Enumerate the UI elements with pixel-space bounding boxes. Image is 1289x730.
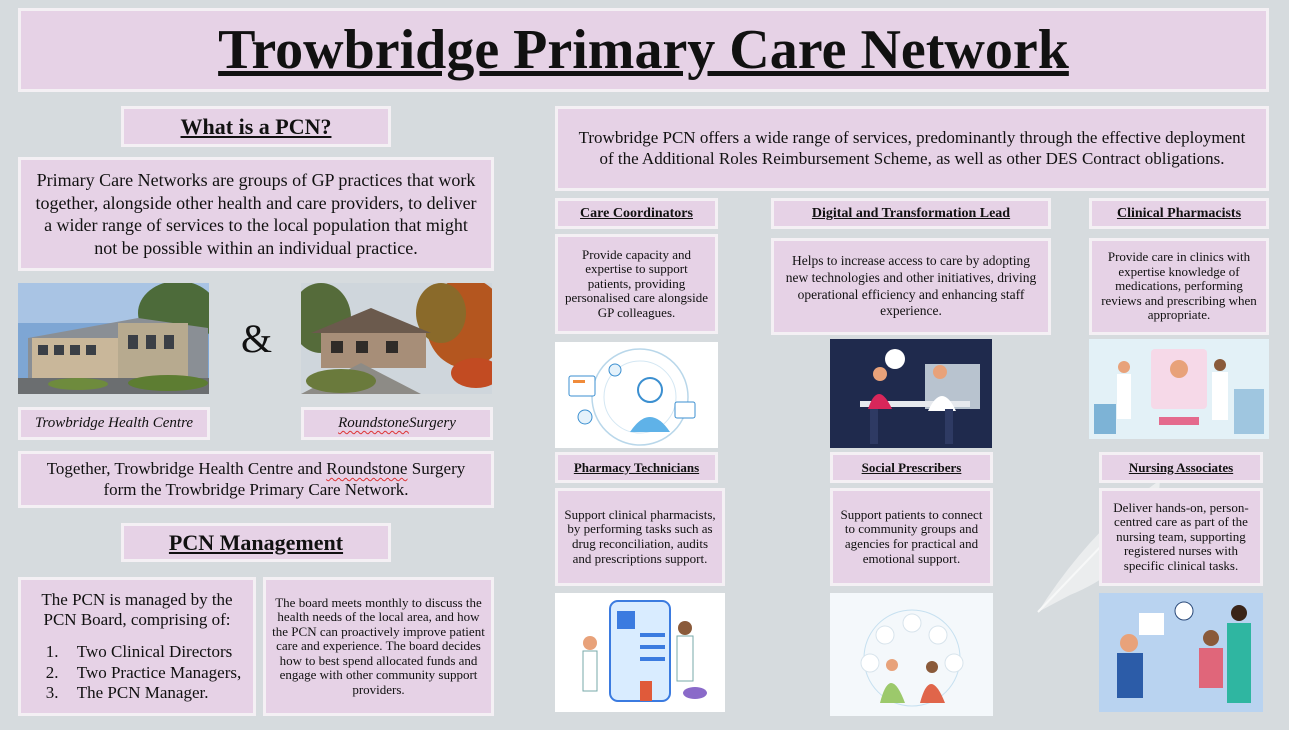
trowbridge-health-centre-caption: Trowbridge Health Centre xyxy=(18,407,210,440)
services-intro: Trowbridge PCN offers a wide range of services, predominantly through the effective deployment of the Additional Roles Reimbursement Scheme, as well as other DES Contract obligations. xyxy=(555,106,1269,191)
together-text-roundstone: Roundstone xyxy=(326,459,408,479)
role-title-nursing-associates: Nursing Associates xyxy=(1099,452,1263,483)
board-member-2: 2. Two Practice Managers, xyxy=(63,663,242,683)
roundstone-surgery-photo xyxy=(301,283,492,394)
digital-lead-illustration xyxy=(830,339,992,448)
management-intro: The PCN is managed by the PCN Board, comprising of: xyxy=(41,589,233,629)
role-title-digital-transformation-lead: Digital and Transformation Lead xyxy=(771,198,1051,229)
surgery-caption-word: Surgery xyxy=(408,415,456,431)
trowbridge-health-centre-photo xyxy=(18,283,209,394)
board-member-1: 1. Two Clinical Directors xyxy=(63,642,242,662)
together-text-part1: Together, Trowbridge Health Centre and xyxy=(46,459,327,479)
nursing-associates-illustration xyxy=(1099,593,1263,712)
management-intro-box xyxy=(18,577,256,716)
role-title-social-prescribers: Social Prescribers xyxy=(830,452,993,483)
role-text-nursing-associates: Deliver hands-on, person-centred care as part of the nursing team, supporting registered nurses with specific clinical tasks. xyxy=(1099,488,1263,586)
care-coordinators-illustration xyxy=(555,342,718,448)
page-title: Trowbridge Primary Care Network xyxy=(18,8,1269,92)
board-description: The board meets monthly to discuss the health needs of the local area, and how the PCN can proactively improve patient care and experience. The board decides how to best spend allocated funds and engage with other community support providers. xyxy=(263,577,494,716)
together-text xyxy=(18,451,494,508)
board-members-list xyxy=(33,642,242,703)
clinical-pharmacists-illustration xyxy=(1089,339,1269,439)
roundstone-surgery-caption xyxy=(301,407,493,440)
role-title-clinical-pharmacists: Clinical Pharmacists xyxy=(1089,198,1269,229)
what-is-pcn-text: Primary Care Networks are groups of GP practices that work together, alongside other health and care providers, to deliver a wider range of services to the local population that might not be possible within an individual practice. xyxy=(18,157,494,271)
roundstone-caption-word: Roundstone xyxy=(338,415,409,431)
role-text-care-coordinators: Provide capacity and expertise to support patients, providing personalised care alongside GP colleagues. xyxy=(555,234,718,334)
what-is-pcn-heading: What is a PCN? xyxy=(121,106,391,147)
role-title-care-coordinators: Care Coordinators xyxy=(555,198,718,229)
role-text-digital-transformation-lead: Helps to increase access to care by adopting new technologies and other initiatives, driving operational efficiency and enhancing staff experience. xyxy=(771,238,1051,335)
social-prescribers-illustration xyxy=(830,593,993,716)
role-text-social-prescribers: Support patients to connect to community groups and agencies for practical and emotional support. xyxy=(830,488,993,586)
ampersand: & xyxy=(241,316,273,361)
role-title-pharmacy-technicians: Pharmacy Technicians xyxy=(555,452,718,483)
together-text-part2: Surgery form the Trowbridge Primary Care Network. xyxy=(103,459,466,499)
role-text-clinical-pharmacists: Provide care in clinics with expertise knowledge of medications, performing reviews and prescribing when appropriate. xyxy=(1089,238,1269,335)
pcn-management-heading: PCN Management xyxy=(121,523,391,562)
board-member-3: 3. The PCN Manager. xyxy=(63,683,242,703)
pharmacy-technicians-illustration xyxy=(555,593,725,712)
role-text-pharmacy-technicians: Support clinical pharmacists, by performing tasks such as drug reconciliation, audits and prescriptions support. xyxy=(555,488,725,586)
